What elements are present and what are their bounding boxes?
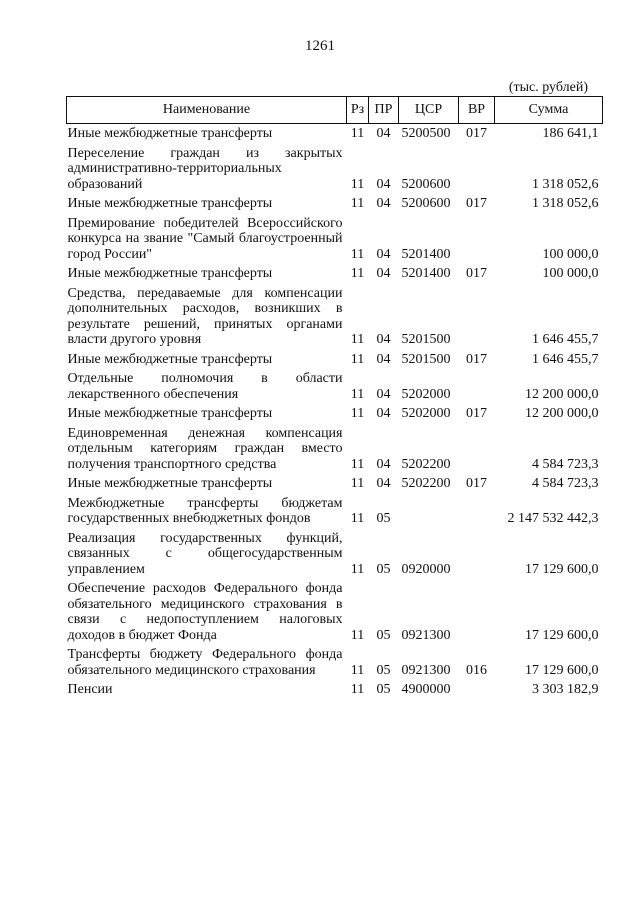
cell-vr [459, 577, 495, 643]
cell-name: Иные межбюджетные трансферты [67, 351, 273, 367]
cell-pr: 04 [376, 266, 391, 281]
table-row [67, 124, 603, 142]
table-row [67, 262, 603, 282]
cell-vr: 016 [466, 662, 487, 678]
cell-pr: 05 [376, 561, 391, 577]
cell-rz: 11 [350, 406, 365, 421]
cell-sum: 1 646 455,7 [532, 332, 599, 347]
cell-sum: 12 200 000,0 [525, 406, 599, 421]
table-row [67, 492, 603, 527]
cell-pr: 05 [376, 627, 391, 643]
cell-name: Иные межбюджетные трансферты [67, 196, 273, 211]
cell-vr: 017 [466, 476, 487, 491]
cell-pr: 04 [376, 246, 391, 262]
table-row [67, 348, 603, 368]
cell-vr [459, 678, 495, 698]
cell-pr: 05 [376, 662, 391, 678]
cell-rz: 11 [350, 196, 365, 211]
cell-pr: 04 [376, 176, 391, 192]
cell-rz: 11 [350, 351, 365, 367]
cell-csr [399, 492, 459, 527]
cell-sum: 17 129 600,0 [525, 561, 599, 577]
cell-csr: 5201400 [401, 246, 451, 262]
cell-csr: 4900000 [401, 682, 451, 697]
cell-rz: 11 [350, 476, 365, 491]
header-csr: ЦСР [399, 97, 459, 124]
cell-name: Реализация государственных функций, связанных с общегосударственным управлением [67, 530, 343, 577]
cell-vr [459, 422, 495, 473]
cell-name: Премирование победителей Всероссийского конкурса на звание "Самый благоустроенный город России" [67, 215, 343, 262]
table-row [67, 212, 603, 263]
table-row [67, 367, 603, 402]
table-row [67, 643, 603, 678]
cell-sum: 4 584 723,3 [532, 456, 599, 472]
page-number: 1261 [305, 38, 335, 54]
cell-name: Пенсии [67, 682, 113, 697]
cell-name: Иные межбюджетные трансферты [67, 406, 273, 421]
cell-csr: 5201500 [401, 332, 451, 347]
cell-vr [459, 142, 495, 193]
table-row [67, 282, 603, 348]
cell-csr: 5202200 [401, 456, 451, 472]
cell-name: Средства, передаваемые для компенсации дополнительных расходов, возникших в результате решений, принятых органами власти другого уровня [67, 285, 343, 347]
cell-name: Переселение граждан из закрытых административно-территориальных образований [67, 145, 343, 192]
cell-rz: 11 [350, 561, 365, 577]
cell-rz: 11 [350, 627, 365, 643]
cell-sum: 4 584 723,3 [532, 476, 599, 491]
cell-csr: 5200600 [401, 196, 451, 211]
budget-table [66, 96, 603, 698]
cell-csr: 5200600 [401, 176, 451, 192]
cell-csr: 5201500 [401, 351, 451, 367]
cell-sum: 3 303 182,9 [532, 682, 599, 697]
cell-vr: 017 [466, 126, 487, 141]
header-sum: Сумма [495, 97, 603, 124]
cell-sum: 186 641,1 [542, 126, 599, 141]
table-body [67, 124, 603, 698]
cell-sum: 100 000,0 [542, 246, 599, 262]
cell-sum: 12 200 000,0 [525, 386, 599, 402]
cell-csr: 5202200 [401, 476, 451, 491]
cell-rz: 11 [350, 266, 365, 281]
cell-sum: 17 129 600,0 [525, 627, 599, 643]
cell-vr [459, 367, 495, 402]
cell-pr: 04 [376, 386, 391, 402]
cell-name: Единовременная денежная компенсация отдельным категориям граждан вместо получения транспортного средства [67, 425, 343, 472]
cell-vr [459, 212, 495, 263]
cell-rz: 11 [350, 176, 365, 192]
cell-sum: 1 318 052,6 [532, 196, 599, 211]
cell-pr: 04 [376, 196, 391, 211]
cell-csr: 0920000 [401, 561, 451, 577]
cell-sum: 100 000,0 [542, 266, 599, 281]
cell-vr [459, 492, 495, 527]
cell-name: Иные межбюджетные трансферты [67, 266, 273, 281]
cell-name: Отдельные полномочия в области лекарственного обеспечения [67, 371, 343, 402]
cell-pr: 04 [376, 332, 391, 347]
cell-rz: 11 [350, 511, 365, 526]
table-row [67, 192, 603, 212]
cell-sum: 1 318 052,6 [532, 176, 599, 192]
cell-pr: 04 [376, 476, 391, 491]
table-row [67, 142, 603, 193]
cell-name: Обеспечение расходов Федерального фонда обязательного медицинского страхования в связи с недопоступлением налоговых доходов в бюджет Фонда [67, 581, 343, 643]
cell-vr: 017 [466, 196, 487, 211]
table-row [67, 402, 603, 422]
cell-sum: 2 147 532 442,3 [507, 511, 599, 526]
cell-rz: 11 [350, 662, 365, 678]
cell-name: Иные межбюджетные трансферты [67, 476, 273, 491]
cell-name: Иные межбюджетные трансферты [67, 126, 273, 141]
header-name: Наименование [67, 97, 347, 124]
header-pr: ПР [369, 97, 399, 124]
cell-vr [459, 527, 495, 578]
cell-vr: 017 [466, 266, 487, 281]
header-vr: ВР [459, 97, 495, 124]
cell-csr: 0921300 [401, 627, 451, 643]
cell-pr: 04 [376, 456, 391, 472]
cell-csr: 0921300 [401, 662, 451, 678]
cell-pr: 04 [376, 406, 391, 421]
table-header-row [67, 97, 603, 124]
cell-vr: 017 [466, 406, 487, 421]
table-row [67, 577, 603, 643]
table-row [67, 527, 603, 578]
cell-csr: 5201400 [401, 266, 451, 281]
cell-sum: 1 646 455,7 [532, 351, 599, 367]
header-rz: Рз [347, 97, 369, 124]
cell-rz: 11 [350, 332, 365, 347]
cell-csr: 5202000 [401, 406, 451, 421]
cell-csr: 5202000 [401, 386, 451, 402]
cell-rz: 11 [350, 682, 365, 697]
cell-pr: 04 [376, 126, 391, 141]
units-label: (тыс. рублей) [508, 80, 588, 95]
cell-csr: 5200500 [401, 126, 451, 141]
cell-rz: 11 [350, 126, 365, 141]
table-row [67, 678, 603, 698]
cell-rz: 11 [350, 246, 365, 262]
table-row [67, 422, 603, 473]
cell-rz: 11 [350, 456, 365, 472]
cell-sum: 17 129 600,0 [525, 662, 599, 678]
cell-pr: 04 [376, 351, 391, 367]
cell-vr [459, 282, 495, 348]
cell-pr: 05 [376, 682, 391, 697]
cell-rz: 11 [350, 386, 365, 402]
table-row [67, 472, 603, 492]
cell-vr: 017 [466, 351, 487, 367]
cell-name: Трансферты бюджету Федерального фонда обязательного медицинского страхования [67, 647, 343, 678]
cell-pr: 05 [376, 511, 391, 526]
cell-name: Межбюджетные трансферты бюджетам государственных внебюджетных фондов [67, 495, 343, 526]
